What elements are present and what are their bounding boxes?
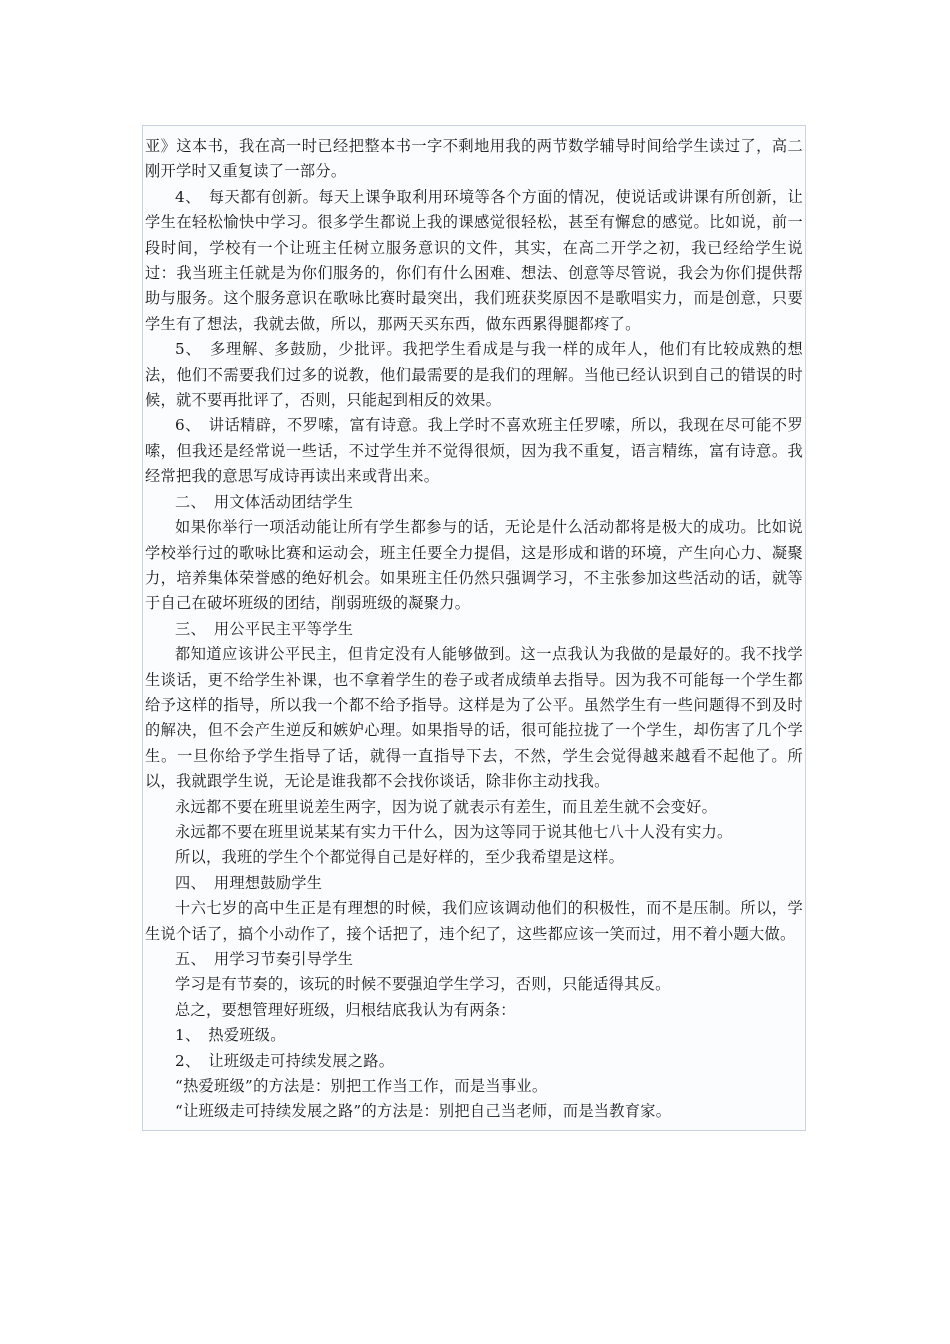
paragraph-activities: 如果你举行一项活动能让所有学生都参与的话，无论是什么活动都将是极大的成功。比如说学校举行过的歌咏比赛和运动会，班主任要全力提倡，这是形成和谐的环境，产生向心力、凝聚力，培养集体荣誉感的绝好机会。如果班主任仍然只强调学习，不主张参加这些活动的话，就等于自己在破坏班级的团结，削弱班级的凝聚力。 <box>145 518 803 613</box>
paragraph-rhythm: 学习是有节奏的，该玩的时候不要强迫学生学习，否则，只能适得其反。 <box>175 975 671 994</box>
paragraph-point-5: 5、 多理解、多鼓励，少批评。我把学生看成是与我一样的成年人，他们有比较成熟的想法，他们不需要我们过多的说教，他们最需要的是我们的理解。当他已经认识到自己的错误的时候，就不要再批评了，否则，只能起到相反的效果。 <box>145 340 803 410</box>
summary-item-1: 1、 热爱班级。 <box>175 1026 286 1045</box>
paragraph-so-good: 所以，我班的学生个个都觉得自己是好样的，至少我希望是这样。 <box>175 848 625 867</box>
paragraph-ideals: 十六七岁的高中生正是有理想的时候，我们应该调动他们的积极性，而不是压制。所以，学生说个话了，搞个小动作了，接个话把了，违个纪了，这些都应该一笑而过，用不着小题大做。 <box>145 899 803 943</box>
summary-item-2: 2、 让班级走可持续发展之路。 <box>175 1051 395 1070</box>
paragraph-no-poor-students: 永远都不要在班里说差生两字，因为说了就表示有差生，而且差生就不会变好。 <box>175 797 718 816</box>
paragraph-point-6: 6、 讲话精辟，不罗嗦，富有诗意。我上学时不喜欢班主任罗嗦，所以，我现在尽可能不罗嗦，但我还是经常说一些话，不过学生并不觉得很烦，因为我不重复，语言精练，富有诗意。我经常把我的意思写成诗再读出来或背出来。 <box>145 416 803 486</box>
paragraph-no-ability-talk: 永远都不要在班里说某某有实力干什么，因为这等同于说其他七八十人没有实力。 <box>175 822 733 841</box>
paragraph-continuation: 亚》这本书，我在高一时已经把整本书一字不剩地用我的两节数学辅导时间给学生读过了，高二刚开学时又重复读了一部分。 <box>145 137 803 181</box>
section-heading-2: 二、 用文体活动团结学生 <box>175 492 354 511</box>
paragraph-fairness: 都知道应该讲公平民主，但肯定没有人能够做到。这一点我认为我做的是最好的。我不找学生谈话，更不给学生补课，也不拿着学生的卷子或者成绩单去指导。因为我不可能每一个学生都给予这样的指导，所以我一个都不给予指导。这样是为了公平。虽然学生有一些问题得不到及时的解决，但不会产生逆反和嫉妒心理。如果指导的话，很可能拉拢了一个学生，却伤害了几个学生。一旦你给予学生指导了话，就得一直指导下去，不然，学生会觉得越来越看不起他了。所以，我就跟学生说，无论是谁我都不会找你谈话，除非你主动找我。 <box>145 645 803 791</box>
paragraph-point-4: 4、 每天都有创新。每天上课争取利用环境等各个方面的情况，使说话或讲课有所创新，让学生在轻松愉快中学习。很多学生都说上我的课感觉很轻松，甚至有懈怠的感觉。比如说，前一段时间，学校有一个让班主任树立服务意识的文件，其实，在高二开学之初，我已经给学生说过：我当班主任就是为你们服务的，你们有什么困难、想法、创意等尽管说，我会为你们提供帮助与服务。这个服务意识在歌咏比赛时最突出，我们班获奖原因不是歌唱实力，而是创意，只要学生有了想法，我就去做，所以，那两天买东西，做东西累得腿都疼了。 <box>145 187 803 333</box>
paragraph-method-2: “让班级走可持续发展之路”的方法是：别把自己当老师，而是当教育家。 <box>175 1102 672 1121</box>
document-content-box <box>142 125 806 1131</box>
paragraph-method-1: “热爱班级”的方法是：别把工作当工作，而是当事业。 <box>175 1077 548 1096</box>
section-heading-5: 五、 用学习节奏引导学生 <box>175 950 354 968</box>
section-heading-4: 四、 用理想鼓励学生 <box>175 873 323 892</box>
paragraph-summary: 总之，要想管理好班级，归根结底我认为有两条： <box>175 1000 516 1019</box>
section-heading-3: 三、 用公平民主平等学生 <box>175 619 354 638</box>
